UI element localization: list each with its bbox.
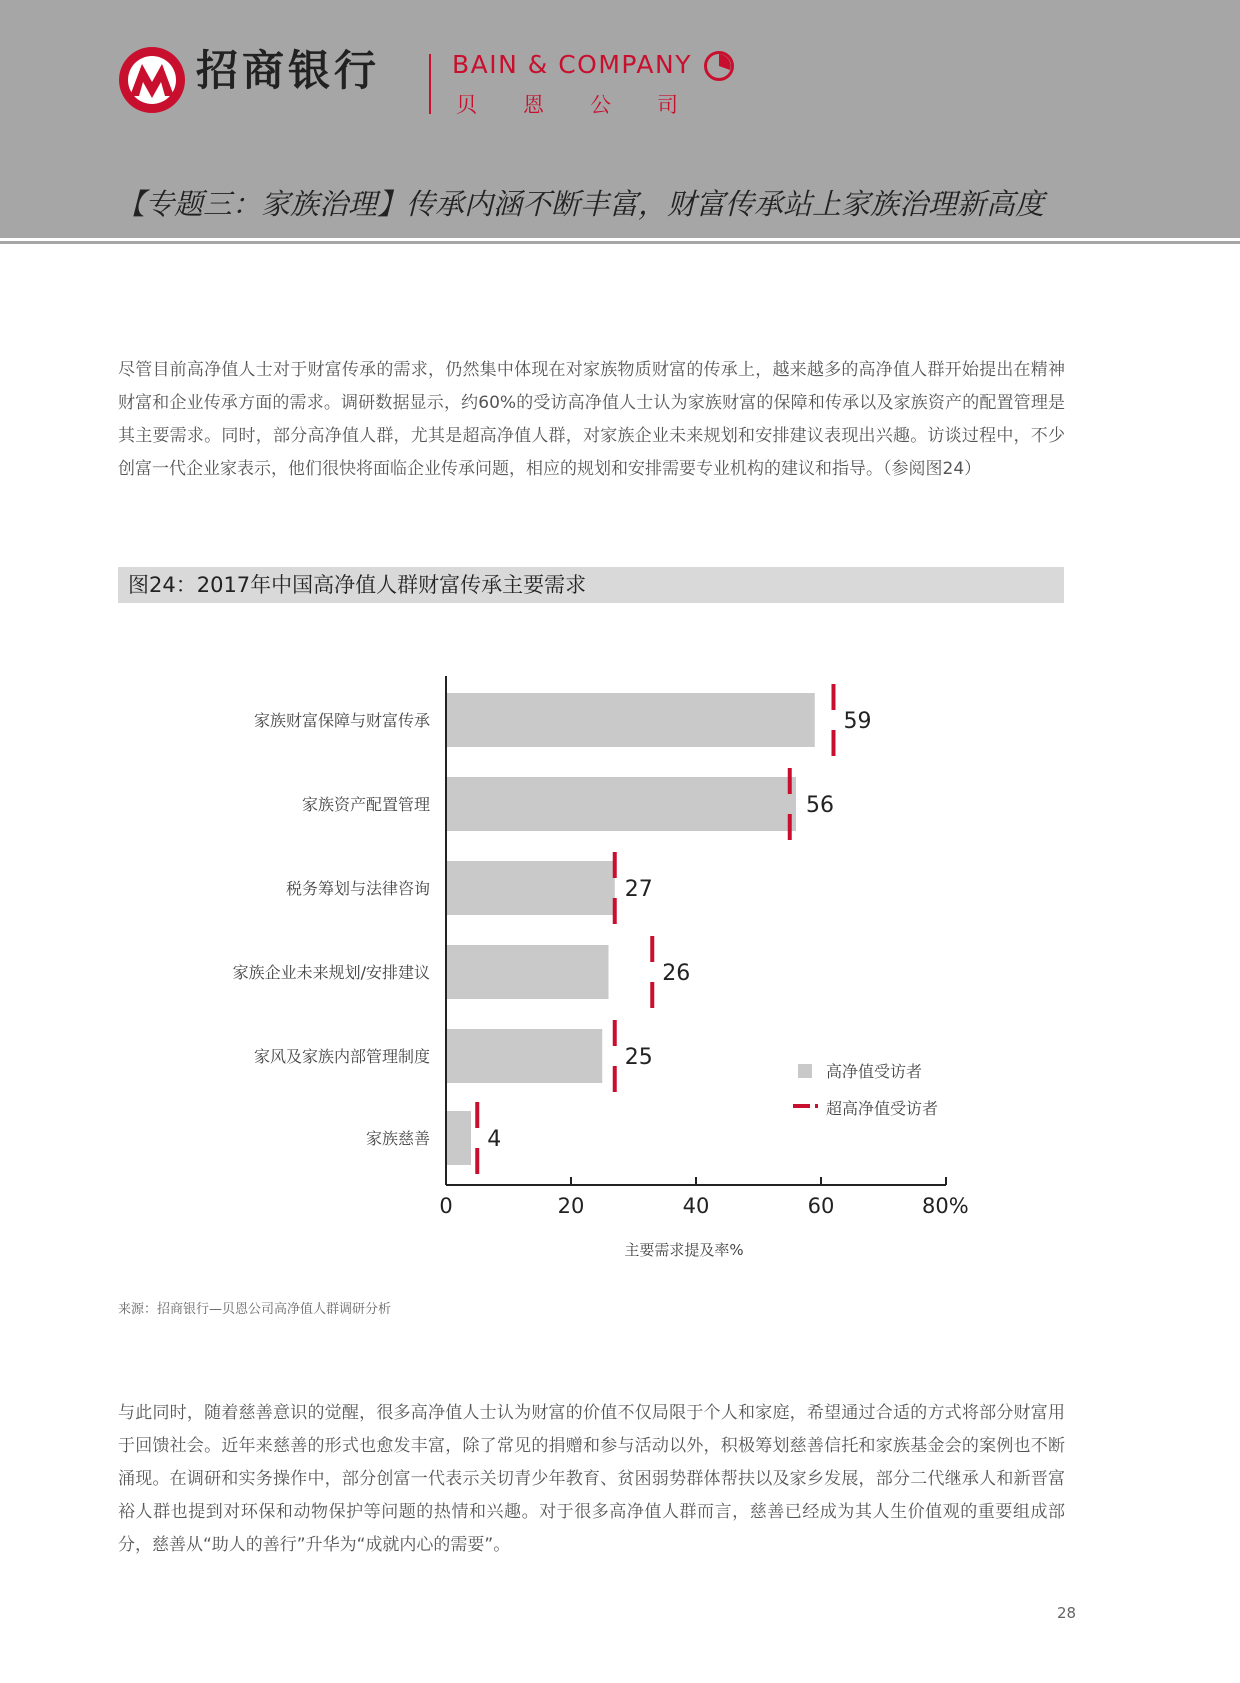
page-number: 28 xyxy=(1057,1604,1077,1622)
bar-hnwi-1 xyxy=(446,777,796,831)
page-title: 【专题三：家族治理】传承内涵不断丰富，财富传承站上家族治理新高度 xyxy=(116,187,1045,221)
category-label-4: 家风及家族内部管理制度 xyxy=(253,1047,430,1066)
data-label-2: 27 xyxy=(624,877,653,902)
bar-hnwi-4 xyxy=(446,1029,602,1083)
x-tick-label-2: 40 xyxy=(682,1194,710,1218)
bar-hnwi-5 xyxy=(446,1111,471,1165)
data-label-3: 26 xyxy=(662,961,691,986)
category-label-3: 家族企业未来规划/安排建议 xyxy=(232,963,430,982)
bar-hnwi-2 xyxy=(446,861,615,915)
x-tick-label-0: 0 xyxy=(439,1194,453,1218)
figure-title: 图24：2017年中国高净值人群财富传承主要需求 xyxy=(128,573,587,597)
data-label-1: 56 xyxy=(806,793,834,818)
data-label-5: 4 xyxy=(487,1127,502,1152)
bar-hnwi-3 xyxy=(446,945,609,999)
intro-paragraph: 尽管目前高净值人士对于财富传承的需求，仍然集中体现在对家族物质财富的传承上，越来越多的高净值人群开始提出在精神财富和企业传承方面的需求。调研数据显示，约60%的受访高净值人士认为家族财富的保障和传承以及家族资产的配置管理是其主要需求。同时，部分高净值人群，尤其是超高净值人群，对家族企业未来规划和安排建议表现出兴趣。访谈过程中，不少创富一代企业家表示，他们很快将面临企业传承问题，相应的规划和安排需要专业机构的建议和指导。（参阅图24） xyxy=(118,360,1065,479)
legend-label-hnwi: 高净值受访者 xyxy=(826,1062,923,1081)
x-tick-label-3: 60 xyxy=(807,1194,835,1218)
category-label-1: 家族资产配置管理 xyxy=(301,795,430,814)
cmb-name-cn: 招商银行 xyxy=(196,46,381,95)
x-axis-title: 主要需求提及率% xyxy=(624,1241,744,1259)
category-label-2: 税务筹划与法律咨询 xyxy=(285,879,430,898)
legend-swatch-hnwi xyxy=(798,1064,812,1078)
legend-label-uhnwi: 超高净值受访者 xyxy=(826,1099,939,1118)
data-label-4: 25 xyxy=(624,1045,653,1070)
category-label-0: 家族财富保障与财富传承 xyxy=(253,711,430,730)
x-tick-label-1: 20 xyxy=(557,1194,585,1218)
x-tick-label-4: 80% xyxy=(922,1194,969,1218)
bar-hnwi-0 xyxy=(446,693,815,747)
bain-name-cn: 贝恩公司 xyxy=(456,93,724,117)
data-label-0: 59 xyxy=(843,709,872,734)
category-label-5: 家族慈善 xyxy=(365,1129,430,1148)
source-note: 来源：招商银行—贝恩公司高净值人群调研分析 xyxy=(118,1302,392,1317)
philanthropy-paragraph: 与此同时，随着慈善意识的觉醒，很多高净值人士认为财富的价值不仅局限于个人和家庭，希望通过合适的方式将部分财富用于回馈社会。近年来慈善的形式也愈发丰富，除了常见的捐赠和参与活动以外，积极筹划慈善信托和家族基金会的案例也不断涌现。在调研和实务操作中，部分创富一代表示关切青少年教育、贫困弱势群体帮扶以及家乡发展，部分二代继承人和新晋富裕人群也提到对环保和动物保护等问题的热情和兴趣。对于很多高净值人群而言，慈善已经成为其人生价值观的重要组成部分，慈善从“助人的善行”升华为“成就内心的需要”。 xyxy=(118,1403,1065,1555)
bain-name-en: BAIN & COMPANY xyxy=(452,50,692,79)
